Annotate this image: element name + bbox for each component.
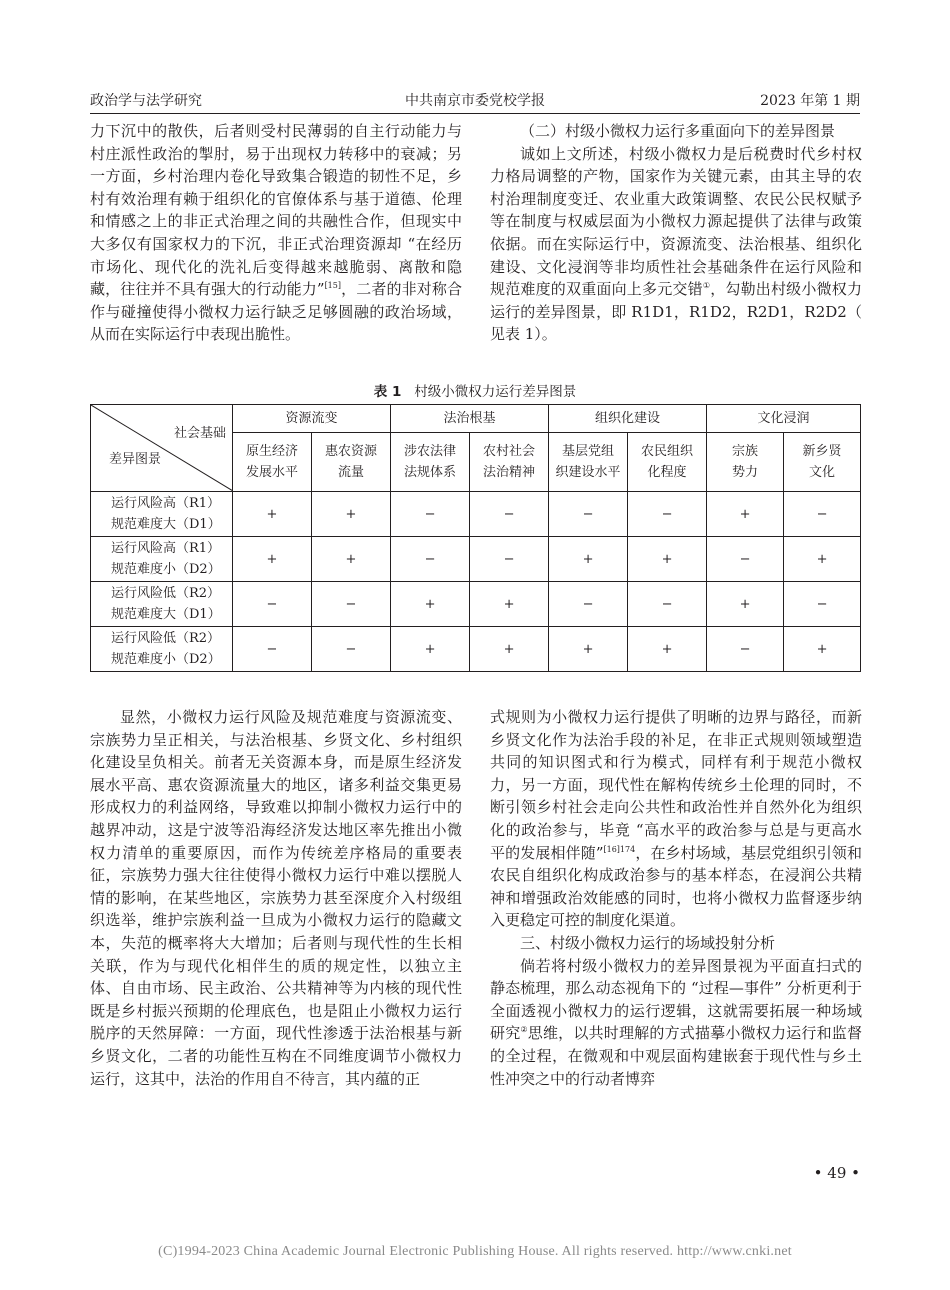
table-cell: − (549, 582, 628, 627)
sub-header: 农村社会 法治精神 (470, 433, 549, 492)
table-cell: + (628, 537, 707, 582)
citation: [15] (324, 281, 341, 291)
table-cell: − (628, 492, 707, 537)
group-header: 组织化建设 (549, 405, 707, 433)
table-cell: + (391, 627, 470, 672)
table-corner-cell (91, 405, 233, 492)
paragraph: 式规则为小微权力运行提供了明晰的边界与路径，而新乡贤文化作为法治手段的补足，在非正式规则领域塑造共同的知识图式和行为模式，同样有利于规范小微权力，另一方面，现代性在解构传统乡土伦理的同时，不断引领乡村社会走向公共性和政治性并自然外化为组织化的政治参与，毕竟 “高水平的政治参与总是与更高水平的发展相伴随”$^{[16]174}$，在乡村场域，基层党组织引领和农民自组织化构成政治参与的基本样态，在浸润公共精神和增强政治效能感的同时，也将小微权力监督逐步纳入更稳定可控的制度化渠道。 (490, 708, 862, 930)
table-cell: + (784, 627, 861, 672)
table-row (91, 582, 861, 627)
table-cell: + (628, 627, 707, 672)
table-row (91, 492, 861, 537)
table-label: 表 1 (373, 384, 402, 400)
corner-bottom-label: 差异图景 (109, 452, 162, 467)
table-cell: − (391, 492, 470, 537)
table-cell: + (549, 537, 628, 582)
column-left-bottom (90, 706, 462, 1090)
paragraph: 诚如上文所述，村级小微权力是后税费时代乡村权力格局调整的产物，国家作为关键元素，由其主导的农村治理制度变迁、农业重大政策调整、农民公民权赋予等在制度与权威层面为小微权力源起提供了法律与政策依据。而在实际运行中，资源流变、法治根基、组织化建设、文化浸润等非均质性社会基础条件在运行风险和规范难度的双重面向上多元交错①，勾勒出村级小微权力运行的差异图景，即 R1D1，R1D2，R2D1，R2D2（ 见表 1）。 (490, 144, 862, 344)
sub-header: 农民组织 化程度 (628, 433, 707, 492)
corner-top-label: 社会基础 (173, 426, 226, 441)
sub-header: 原生经济 发展水平 (233, 433, 312, 492)
row-label: 运行风险高（R1） 规范难度小（D2） (91, 537, 233, 582)
table-cell: − (784, 492, 861, 537)
header-rule (90, 113, 860, 114)
sub-header: 基层党组 织建设水平 (549, 433, 628, 492)
table-cell: + (470, 582, 549, 627)
copyright-notice: (C)1994-2023 China Academic Journal Electronic Publishing House. All rights reserved. http://www.cnki.net (158, 1244, 792, 1259)
sub-header: 惠农资源 流量 (312, 433, 391, 492)
table-cell: − (312, 627, 391, 672)
table-cell: + (549, 627, 628, 672)
group-header: 法治根基 (391, 405, 549, 433)
table-cell: − (707, 627, 784, 672)
row-label: 运行风险低（R2） 规范难度大（D1） (91, 582, 233, 627)
sub-header: 涉农法律 法规体系 (391, 433, 470, 492)
table-cell: + (312, 537, 391, 582)
table-cell: − (233, 582, 312, 627)
paragraph: 显然，小微权力运行风险及规范难度与资源流变、宗族势力呈正相关，与法治根基、乡贤文化、乡村组织化建设呈负相关。前者无关资源本身，而是原生经济发展水平高、惠农资源流量大的地区，诸多利益交集更易形成权力的利益网络，导致难以抑制小微权力运行中的越界冲动，这是宁波等沿海经济发达地区率先推出小微权力清单的重要原因，而作为传统差序格局的重要表征，宗族势力强大往往使得小微权力运行中难以摆脱人情的影响，在某些地区，宗族势力甚至深度介入村级组织选举，维护宗族利益一旦成为小微权力运行的隐藏文本，失范的概率将大大增加；后者则与现代性的生长相关联，作为与现代化相伴生的质的规定性，以独立主体、自由市场、民主政治、公共精神等为内核的现代性既是乡村振兴预期的伦理底色，也是阻止小微权力运行脱序的天然屏障：一方面，现代性渗透于法治根基与新乡贤文化，二者的功能性互构在不同维度调节小微权力运行，这其中，法治的作用自不待言，其内蕴的正 (90, 708, 462, 1088)
table-cell: − (470, 537, 549, 582)
table-cell: − (312, 582, 391, 627)
header-issue: 2023 年第 1 期 (760, 93, 860, 109)
table-cell: − (470, 492, 549, 537)
sub-header: 宗族 势力 (707, 433, 784, 492)
running-header (90, 90, 860, 114)
column-right-top (490, 120, 862, 346)
header-journal: 中共南京市委党校学报 (405, 93, 545, 109)
footnote-mark: ① (702, 281, 711, 291)
header-section: 政治学与法学研究 (90, 93, 202, 109)
page-number: • 49 • (813, 1164, 860, 1182)
section-heading: 三、村级小微权力运行的场域投射分析 (520, 933, 776, 952)
row-label: 运行风险低（R2） 规范难度小（D2） (91, 627, 233, 672)
table-cell: + (233, 492, 312, 537)
table-cell: + (707, 492, 784, 537)
section-heading: （二）村级小微权力运行多重面向下的差异图景 (520, 122, 836, 140)
table-cell: + (707, 582, 784, 627)
table-cell: − (233, 627, 312, 672)
group-header: 文化浸润 (707, 405, 861, 433)
footnote-mark: ② (520, 1025, 528, 1035)
table-caption (90, 380, 860, 400)
table-cell: − (628, 582, 707, 627)
paragraph: 力下沉中的散佚，后者则受村民薄弱的自主行动能力与村庄派性政治的掣肘，易于出现权力转移中的衰减；另一方面，乡村治理内卷化导致集合锻造的韧性不足，乡村有效治理有赖于组织化的官僚体系与基于道德、伦理和情感之上的非正式治理之间的共融性合作，但现实中大多仅有国家权力的下沉，非正式治理资源却 “在经历市场化、现代化的洗礼后变得越来越脆弱、离散和隐藏，往往并不具有强大的行动能力”[15]，二者的非对称合作与碰撞使得小微权力运行缺乏足够圆融的政治场域，从而在实际运行中表现出脆性。 (90, 122, 462, 344)
citation: [16]174 (603, 844, 636, 854)
table-cell: − (391, 537, 470, 582)
row-label: 运行风险高（R1） 规范难度大（D1） (91, 492, 233, 537)
table-cell: − (549, 492, 628, 537)
diagonal-line (91, 405, 233, 491)
table-title: 村级小微权力运行差异图景 (414, 384, 577, 400)
sub-header: 新乡贤 文化 (784, 433, 861, 492)
table-cell: + (312, 492, 391, 537)
table-cell: + (470, 627, 549, 672)
paragraph: 倘若将村级小微权力的差异图景视为平面直扫式的静态梳理，那么动态视角下的 “过程—事件” 分析更利于全面透视小微权力的运行逻辑，这就需要拓展一种场域研究②思维，以共时理解的方式描摹小微权力运行和监督的全过程，在微观和中观层面构建嵌套于现代性与乡土性冲突之中的行动者博弈 (490, 956, 862, 1088)
table-row (91, 627, 861, 672)
table-row (91, 537, 861, 582)
table-cell: + (784, 537, 861, 582)
table-cell: − (784, 582, 861, 627)
group-header: 资源流变 (233, 405, 391, 433)
difference-table (90, 404, 861, 672)
column-right-bottom (490, 706, 862, 1090)
column-left-top (90, 120, 462, 346)
table-cell: + (391, 582, 470, 627)
table-cell: + (233, 537, 312, 582)
table-cell: − (707, 537, 784, 582)
